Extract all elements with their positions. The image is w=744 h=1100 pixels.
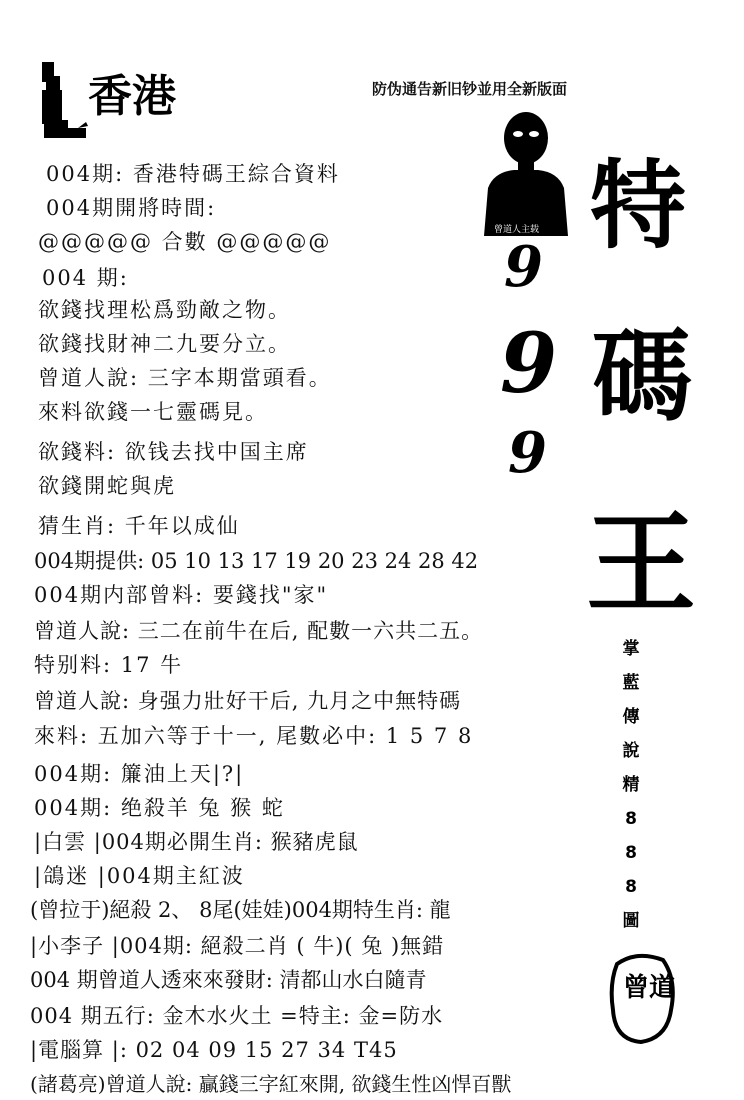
slogan-char: 傳	[622, 707, 640, 727]
info-line: 曾道人說: 身强力壯好干后, 九月之中無特碼	[34, 689, 462, 713]
info-line: 004期提供: 05 10 13 17 19 20 23 24 28 42	[34, 549, 479, 573]
title-char-wang: 王	[586, 500, 696, 628]
info-line: |白雲 |004期必開生肖: 猴豬虎鼠	[34, 830, 359, 854]
slogan-char: 藍	[622, 673, 640, 693]
portrait-caption: 曾道人主载	[494, 225, 540, 235]
lucky-nine-2: 9	[500, 316, 558, 412]
brand-logo-icon	[42, 62, 92, 144]
slogan-char: 8	[625, 877, 637, 897]
info-line: 欲錢料: 欲钱去找中国主席	[38, 440, 309, 464]
info-line: 004 期:	[42, 266, 129, 290]
info-line: (諸葛亮)曾道人說: 贏錢三字紅來開, 欲錢生性凶悍百獸	[30, 1072, 512, 1096]
slogan-char: 8	[625, 809, 637, 829]
slogan-char: 圖	[622, 911, 640, 931]
title-char-te: 特	[590, 150, 686, 262]
title-char-ma: 碼	[592, 318, 692, 435]
slogan-char: 掌	[622, 639, 640, 659]
lucky-nine-1: 9	[504, 234, 543, 300]
info-line: 004期: 绝殺羊 兔 猴 蛇	[34, 796, 285, 820]
info-line: 004期内部曾料: 要錢找"家"	[34, 583, 329, 607]
info-line: |電腦算 |: 02 04 09 15 27 34 T45	[30, 1038, 398, 1062]
seal-text: 曾道	[623, 973, 676, 1003]
info-line: 欲錢開蛇與虎	[38, 474, 176, 498]
vertical-slogan	[618, 632, 644, 938]
info-line: 猜生肖: 千年以成仙	[38, 514, 240, 538]
counterfeit-notice: 防伪通告新旧钞並用全新版面	[372, 80, 568, 98]
slogan-char: 精	[622, 775, 640, 795]
info-line: 欲錢找財神二九要分立。	[38, 332, 291, 356]
info-line: 004 期五行: 金木水火土 =特主: 金=防水	[30, 1004, 444, 1028]
info-line: 曾道人說: 三二在前牛在后, 配數一六共二五。	[34, 619, 484, 643]
slogan-char: 說	[622, 741, 640, 761]
info-line: 特别料: 17 牛	[34, 653, 184, 677]
info-line: (曾拉于)絕殺 2、 8尾(娃娃)004期特生肖: 龍	[30, 898, 451, 922]
info-line: 來料: 五加六等于十一, 尾數必中: 1 5 7 8	[34, 724, 474, 748]
info-line: 曾道人說: 三字本期當頭看。	[38, 366, 332, 390]
slogan-char: 8	[625, 843, 637, 863]
info-line: 004 期曾道人透來來發財: 清都山水白隨青	[30, 968, 427, 992]
info-line: |鴿迷 |004期主紅波	[34, 864, 245, 888]
info-line: 來料欲錢一七靈碼見。	[38, 400, 268, 424]
info-line: 欲錢找理松爲勁敵之物。	[38, 298, 291, 322]
info-line: 004期: 簾油上天|?|	[34, 762, 245, 786]
info-line: 004期開將時間:	[46, 196, 217, 220]
info-line: 004期: 香港特碼王綜合資料	[46, 162, 340, 186]
info-line: @@@@@ 合數 @@@@@	[38, 230, 332, 254]
info-line: |小李子 |004期: 絕殺二肖 ( 牛)( 兔 )無錯	[30, 934, 445, 958]
lucky-nine-3: 9	[508, 420, 547, 486]
seal-stamp-icon	[607, 950, 679, 1046]
brand-title: 香港	[88, 71, 176, 122]
portrait-silhouette-icon	[484, 108, 568, 236]
